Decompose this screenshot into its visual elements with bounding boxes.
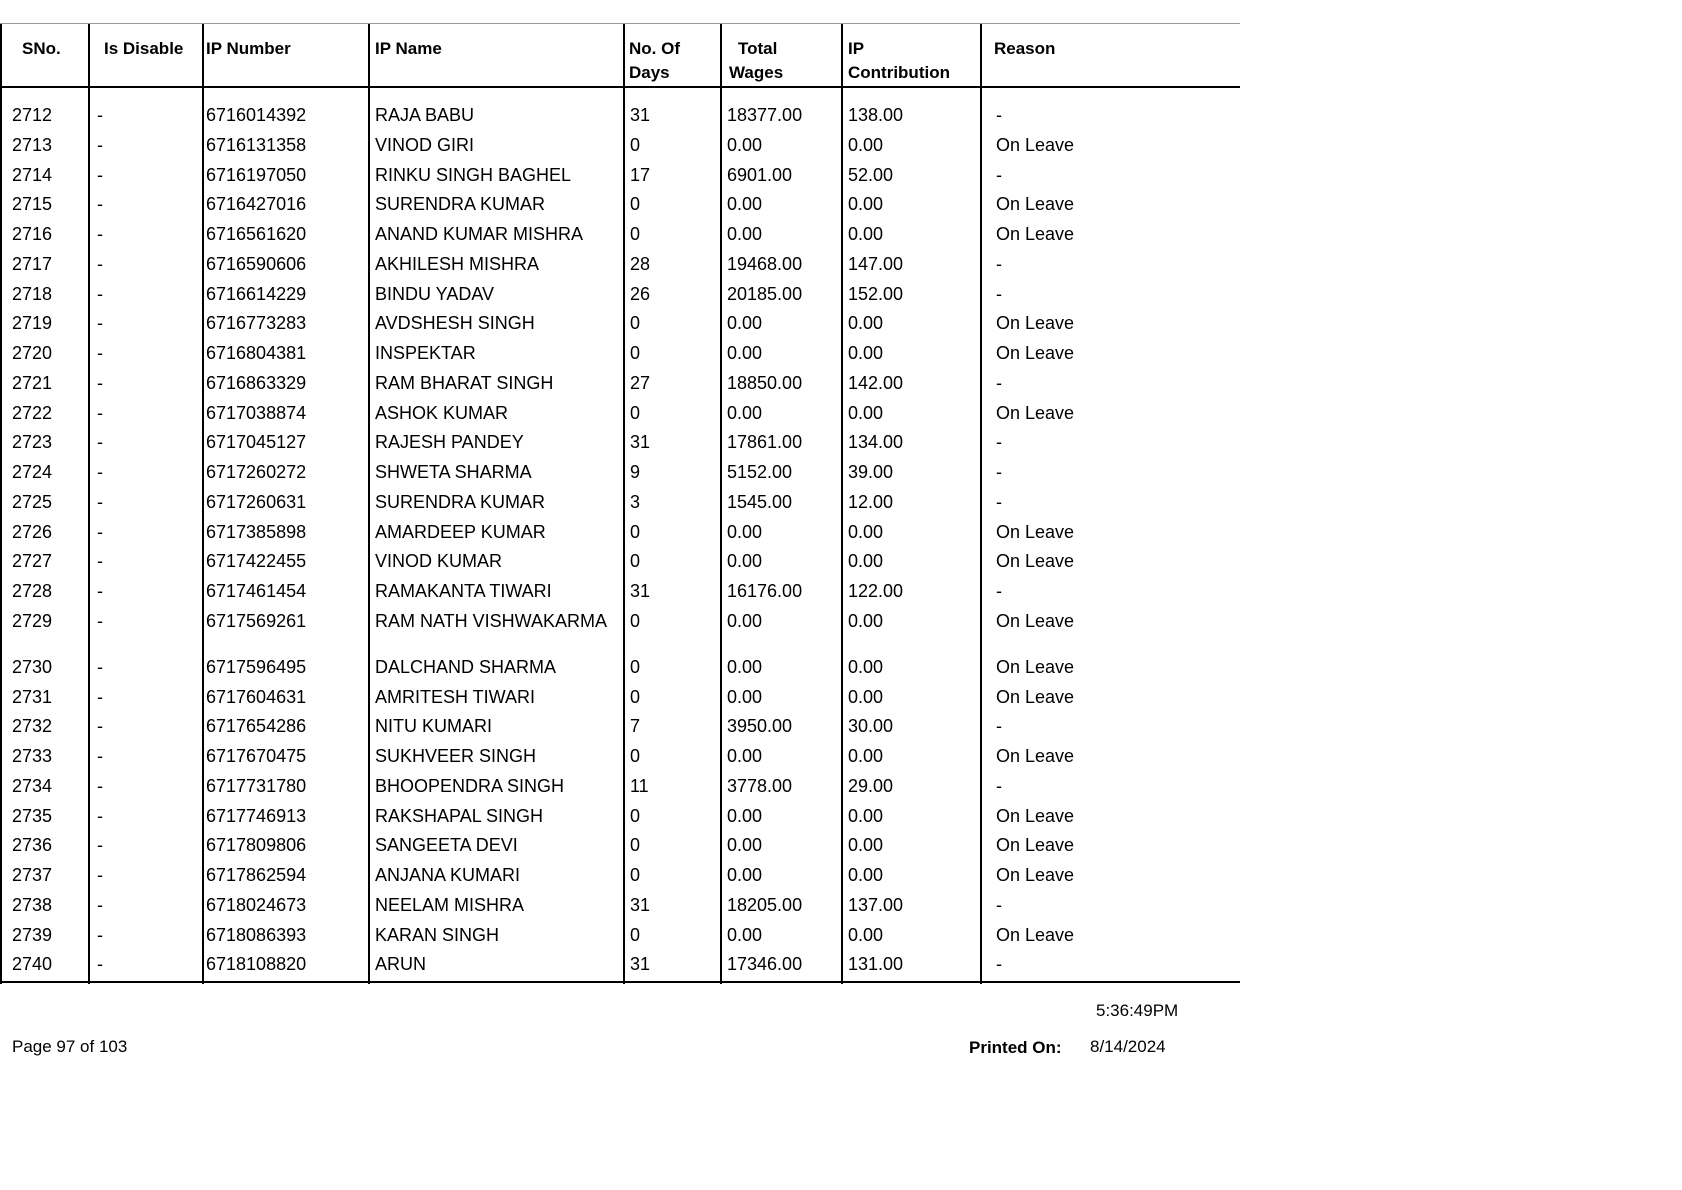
cell-ip-number: 6717422455 [206, 551, 307, 572]
cell-ip-contribution: 39.00 [848, 462, 894, 482]
cell-sno: 2721 [12, 372, 53, 393]
cell-reason: - [996, 581, 1002, 601]
cell-is-disable: - [97, 716, 103, 737]
cell-ip-name: VINOD KUMAR [375, 551, 503, 572]
table-row [0, 745, 1240, 775]
table-row [0, 402, 1240, 432]
cell-ip-name: SUKHVEER SINGH [375, 746, 537, 766]
cell-reason: On Leave [996, 610, 1075, 631]
cell-sno: 2724 [12, 462, 53, 482]
cell-no-of-days: 0 [630, 924, 641, 945]
print-time: 5:36:49PM [1096, 1001, 1179, 1020]
cell-sno: 2737 [12, 865, 53, 885]
cell-reason: On Leave [996, 686, 1075, 707]
cell-ip-contribution: 0.00 [848, 194, 884, 215]
table-row [0, 610, 1240, 656]
cell-ip-name: DALCHAND SHARMA [375, 656, 557, 677]
cell-ip-contribution: 0.00 [848, 835, 884, 856]
cell-reason: On Leave [996, 313, 1075, 334]
cell-total-wages: 16176.00 [727, 581, 803, 601]
cell-ip-number: 6717862594 [206, 865, 307, 885]
cell-ip-name: NEELAM MISHRA [375, 894, 525, 915]
cell-total-wages: 17861.00 [727, 432, 803, 453]
cell-no-of-days: 31 [630, 432, 651, 453]
cell-is-disable: - [97, 746, 103, 766]
cell-reason: - [996, 491, 1002, 512]
table-row [0, 372, 1240, 402]
cell-is-disable: - [97, 775, 103, 796]
cell-reason: - [996, 894, 1002, 915]
cell-ip-contribution: 12.00 [848, 491, 894, 512]
cell-ip-name: AKHILESH MISHRA [375, 253, 540, 274]
cell-no-of-days: 0 [630, 805, 641, 826]
cell-ip-number: 6716863329 [206, 372, 307, 393]
table-row [0, 193, 1240, 223]
cell-ip-number: 6716014392 [206, 105, 307, 125]
cell-ip-contribution: 29.00 [848, 775, 894, 796]
header-ip-number: IP Number [206, 39, 291, 58]
header-bottom-rule [0, 86, 1240, 88]
cell-no-of-days: 7 [630, 716, 641, 737]
cell-sno: 2720 [12, 343, 53, 363]
cell-ip-contribution: 30.00 [848, 716, 894, 737]
cell-ip-contribution: 0.00 [848, 865, 884, 885]
cell-ip-number: 6716197050 [206, 164, 307, 185]
cell-sno: 2732 [12, 716, 53, 737]
cell-is-disable: - [97, 924, 103, 945]
table-row [0, 805, 1240, 835]
cell-ip-number: 6718024673 [206, 894, 307, 915]
cell-ip-name: SANGEETA DEVI [375, 835, 518, 856]
cell-total-wages: 0.00 [727, 924, 763, 945]
cell-is-disable: - [97, 610, 103, 631]
cell-ip-number: 6716614229 [206, 283, 307, 304]
cell-sno: 2739 [12, 924, 53, 945]
cell-no-of-days: 27 [630, 372, 651, 393]
cell-ip-contribution: 0.00 [848, 746, 884, 766]
table-row [0, 431, 1240, 461]
cell-reason: - [996, 462, 1002, 482]
cell-reason: On Leave [996, 402, 1075, 423]
cell-total-wages: 0.00 [727, 134, 763, 155]
cell-total-wages: 0.00 [727, 194, 763, 215]
header-reason: Reason [994, 39, 1056, 58]
cell-ip-name: ASHOK KUMAR [375, 402, 509, 423]
cell-sno: 2722 [12, 402, 53, 423]
cell-ip-name: RINKU SINGH BAGHEL [375, 164, 572, 185]
cell-total-wages: 18850.00 [727, 372, 803, 393]
cell-reason: - [996, 372, 1002, 393]
cell-reason: - [996, 164, 1002, 185]
cell-ip-name: VINOD GIRI [375, 134, 475, 155]
table-row [0, 521, 1240, 551]
cell-ip-number: 6717385898 [206, 521, 307, 542]
table-row [0, 283, 1240, 313]
cell-ip-number: 6716590606 [206, 253, 307, 274]
cell-no-of-days: 0 [630, 224, 641, 244]
cell-sno: 2715 [12, 194, 53, 215]
cell-reason: On Leave [996, 865, 1075, 885]
cell-reason: - [996, 253, 1002, 274]
cell-total-wages: 3778.00 [727, 775, 793, 796]
table-row [0, 924, 1240, 954]
cell-ip-contribution: 152.00 [848, 283, 904, 304]
cell-ip-number: 6717746913 [206, 805, 307, 826]
cell-ip-number: 6718086393 [206, 924, 307, 945]
cell-no-of-days: 0 [630, 686, 641, 707]
cell-is-disable: - [97, 313, 103, 334]
cell-ip-name: RAMAKANTA TIWARI [375, 581, 552, 601]
cell-ip-name: NITU KUMARI [375, 716, 492, 737]
cell-ip-name: RAM NATH VISHWAKARMA [375, 610, 608, 631]
cell-ip-contribution: 0.00 [848, 610, 884, 631]
cell-reason: - [996, 954, 1002, 975]
cell-ip-number: 6717731780 [206, 775, 307, 796]
cell-is-disable: - [97, 283, 103, 304]
cell-no-of-days: 31 [630, 954, 651, 975]
cell-reason: On Leave [996, 746, 1075, 766]
cell-reason: - [996, 716, 1002, 737]
table-row [0, 686, 1240, 716]
header-total-wages-line2: Wages [729, 63, 784, 82]
table-row [0, 775, 1240, 805]
cell-total-wages: 1545.00 [727, 491, 793, 512]
cell-ip-number: 6717038874 [206, 402, 307, 423]
cell-ip-name: ANAND KUMAR MISHRA [375, 224, 584, 244]
cell-no-of-days: 26 [630, 283, 651, 304]
cell-sno: 2719 [12, 313, 53, 334]
cell-ip-name: INSPEKTAR [375, 343, 476, 363]
cell-total-wages: 6901.00 [727, 164, 793, 185]
cell-total-wages: 20185.00 [727, 283, 803, 304]
table-row [0, 580, 1240, 610]
cell-is-disable: - [97, 581, 103, 601]
cell-ip-name: RAM BHARAT SINGH [375, 372, 554, 393]
cell-reason: On Leave [996, 343, 1075, 363]
cell-no-of-days: 0 [630, 865, 641, 885]
cell-reason: On Leave [996, 924, 1075, 945]
cell-reason: On Leave [996, 805, 1075, 826]
cell-total-wages: 17346.00 [727, 954, 803, 975]
cell-ip-name: SHWETA SHARMA [375, 462, 532, 482]
cell-no-of-days: 0 [630, 610, 641, 631]
cell-ip-contribution: 0.00 [848, 656, 884, 677]
cell-no-of-days: 0 [630, 402, 641, 423]
cell-no-of-days: 0 [630, 343, 641, 363]
cell-reason: - [996, 432, 1002, 453]
cell-ip-name: RAJA BABU [375, 105, 475, 125]
cell-ip-contribution: 0.00 [848, 551, 884, 572]
cell-ip-number: 6717596495 [206, 656, 307, 677]
table-row [0, 953, 1240, 983]
cell-ip-number: 6717569261 [206, 610, 307, 631]
cell-ip-number: 6716131358 [206, 134, 307, 155]
cell-is-disable: - [97, 865, 103, 885]
cell-no-of-days: 0 [630, 521, 641, 542]
cell-sno: 2740 [12, 954, 53, 975]
header-ip-contribution-line1: IP [848, 39, 865, 58]
cell-ip-name: ARUN [375, 954, 427, 975]
cell-ip-contribution: 0.00 [848, 402, 884, 423]
cell-total-wages: 18205.00 [727, 894, 803, 915]
page-info: Page 97 of 103 [12, 1037, 128, 1056]
cell-no-of-days: 9 [630, 462, 641, 482]
cell-no-of-days: 17 [630, 164, 651, 185]
cell-sno: 2735 [12, 805, 53, 826]
cell-sno: 2734 [12, 775, 53, 796]
cell-sno: 2714 [12, 164, 53, 185]
cell-ip-number: 6718108820 [206, 954, 307, 975]
header-no-of-days [629, 37, 680, 85]
cell-total-wages: 0.00 [727, 343, 763, 363]
cell-ip-name: BHOOPENDRA SINGH [375, 775, 565, 796]
table-row [0, 550, 1240, 580]
cell-is-disable: - [97, 491, 103, 512]
cell-total-wages: 3950.00 [727, 716, 793, 737]
cell-is-disable: - [97, 224, 103, 244]
cell-no-of-days: 0 [630, 656, 641, 677]
cell-total-wages: 0.00 [727, 805, 763, 826]
cell-ip-name: SURENDRA KUMAR [375, 491, 546, 512]
cell-no-of-days: 0 [630, 746, 641, 766]
cell-ip-number: 6717809806 [206, 835, 307, 856]
cell-reason: On Leave [996, 521, 1075, 542]
cell-no-of-days: 31 [630, 581, 651, 601]
cell-total-wages: 0.00 [727, 402, 763, 423]
cell-reason: On Leave [996, 224, 1075, 244]
cell-ip-contribution: 0.00 [848, 313, 884, 334]
cell-ip-contribution: 0.00 [848, 924, 884, 945]
cell-sno: 2728 [12, 581, 53, 601]
ip-contribution-report-table [0, 23, 1240, 982]
cell-total-wages: 0.00 [727, 686, 763, 707]
cell-ip-number: 6716804381 [206, 343, 307, 363]
cell-is-disable: - [97, 551, 103, 572]
cell-is-disable: - [97, 402, 103, 423]
cell-reason: - [996, 775, 1002, 796]
cell-no-of-days: 0 [630, 313, 641, 334]
table-row [0, 164, 1240, 194]
cell-ip-contribution: 52.00 [848, 164, 894, 185]
cell-is-disable: - [97, 521, 103, 542]
cell-total-wages: 0.00 [727, 835, 763, 856]
cell-is-disable: - [97, 372, 103, 393]
cell-is-disable: - [97, 253, 103, 274]
cell-no-of-days: 31 [630, 105, 651, 125]
cell-is-disable: - [97, 164, 103, 185]
header-total-wages-line1: Total [738, 39, 778, 58]
header-is-disable: Is Disable [104, 39, 184, 58]
table-row [0, 491, 1240, 521]
printed-date: 8/14/2024 [1090, 1037, 1166, 1056]
table-row [0, 104, 1240, 134]
cell-ip-contribution: 0.00 [848, 521, 884, 542]
cell-is-disable: - [97, 835, 103, 856]
cell-ip-number: 6717260272 [206, 462, 307, 482]
cell-ip-contribution: 134.00 [848, 432, 904, 453]
cell-ip-name: KARAN SINGH [375, 924, 500, 945]
header-ip-contribution-line2: Contribution [848, 63, 950, 82]
table-row [0, 342, 1240, 372]
cell-reason: On Leave [996, 656, 1075, 677]
cell-no-of-days: 28 [630, 253, 651, 274]
cell-total-wages: 0.00 [727, 656, 763, 677]
header-ip-contribution [848, 37, 950, 85]
cell-ip-contribution: 122.00 [848, 581, 904, 601]
cell-is-disable: - [97, 343, 103, 363]
cell-sno: 2731 [12, 686, 53, 707]
cell-ip-contribution: 0.00 [848, 134, 884, 155]
header-total-wages [738, 37, 777, 61]
header-sno: SNo. [22, 39, 61, 58]
cell-ip-number: 6716561620 [206, 224, 307, 244]
table-row [0, 894, 1240, 924]
cell-sno: 2733 [12, 746, 53, 766]
cell-is-disable: - [97, 656, 103, 677]
cell-is-disable: - [97, 805, 103, 826]
cell-ip-number: 6717670475 [206, 746, 307, 766]
cell-sno: 2716 [12, 224, 53, 244]
cell-ip-name: RAKSHAPAL SINGH [375, 805, 544, 826]
cell-reason: - [996, 105, 1002, 125]
cell-reason: - [996, 283, 1002, 304]
cell-ip-name: RAJESH PANDEY [375, 432, 524, 453]
table-row [0, 312, 1240, 342]
cell-no-of-days: 0 [630, 134, 641, 155]
table-row [0, 253, 1240, 283]
header-total-wages-line2-wrap [729, 61, 783, 85]
cell-reason: On Leave [996, 134, 1075, 155]
cell-ip-contribution: 0.00 [848, 805, 884, 826]
cell-no-of-days: 31 [630, 894, 651, 915]
table-row [0, 834, 1240, 864]
cell-sno: 2729 [12, 610, 53, 631]
cell-ip-name: AMRITESH TIWARI [375, 686, 536, 707]
cell-total-wages: 0.00 [727, 610, 763, 631]
cell-sno: 2727 [12, 551, 53, 572]
cell-total-wages: 0.00 [727, 746, 763, 766]
cell-no-of-days: 11 [630, 775, 649, 796]
table-row [0, 715, 1240, 745]
cell-is-disable: - [97, 686, 103, 707]
cell-ip-contribution: 142.00 [848, 372, 904, 393]
cell-total-wages: 0.00 [727, 313, 763, 334]
cell-ip-number: 6717461454 [206, 581, 307, 601]
cell-ip-name: SURENDRA KUMAR [375, 194, 546, 215]
cell-total-wages: 0.00 [727, 224, 763, 244]
cell-total-wages: 18377.00 [727, 105, 803, 125]
cell-total-wages: 0.00 [727, 521, 763, 542]
cell-sno: 2713 [12, 134, 53, 155]
cell-is-disable: - [97, 894, 103, 915]
printed-on-label: Printed On: [969, 1038, 1062, 1057]
table-body [0, 104, 1240, 983]
cell-ip-number: 6717045127 [206, 432, 307, 453]
cell-ip-name: AVDSHESH SINGH [375, 313, 535, 334]
cell-ip-name: ANJANA KUMARI [375, 865, 521, 885]
table-row [0, 134, 1240, 164]
cell-total-wages: 5152.00 [727, 462, 793, 482]
cell-is-disable: - [97, 954, 103, 975]
cell-sno: 2736 [12, 835, 53, 856]
cell-sno: 2717 [12, 253, 53, 274]
cell-ip-number: 6717260631 [206, 491, 307, 512]
cell-reason: On Leave [996, 835, 1075, 856]
cell-ip-contribution: 0.00 [848, 224, 884, 244]
cell-ip-name: BINDU YADAV [375, 283, 495, 304]
header-ip-name: IP Name [375, 39, 442, 58]
table-row [0, 656, 1240, 686]
header-no-of-days-line1: No. Of [629, 39, 680, 58]
cell-sno: 2726 [12, 521, 53, 542]
cell-ip-number: 6717604631 [206, 686, 307, 707]
cell-sno: 2723 [12, 432, 53, 453]
cell-sno: 2712 [12, 105, 53, 125]
cell-reason: On Leave [996, 551, 1075, 572]
cell-is-disable: - [97, 105, 103, 125]
cell-ip-number: 6716773283 [206, 313, 307, 334]
table-row [0, 223, 1240, 253]
cell-ip-number: 6717654286 [206, 716, 307, 737]
cell-sno: 2730 [12, 656, 53, 677]
cell-ip-contribution: 147.00 [848, 253, 904, 274]
table-row [0, 864, 1240, 894]
cell-is-disable: - [97, 432, 103, 453]
cell-is-disable: - [97, 134, 103, 155]
header-no-of-days-line2: Days [629, 63, 670, 82]
cell-ip-contribution: 0.00 [848, 686, 884, 707]
cell-sno: 2738 [12, 894, 53, 915]
cell-total-wages: 0.00 [727, 865, 763, 885]
cell-is-disable: - [97, 194, 103, 215]
cell-no-of-days: 3 [630, 491, 641, 512]
cell-reason: On Leave [996, 194, 1075, 215]
cell-sno: 2718 [12, 283, 53, 304]
cell-ip-number: 6716427016 [206, 194, 307, 215]
cell-ip-contribution: 0.00 [848, 343, 884, 363]
cell-ip-contribution: 131.00 [848, 954, 904, 975]
cell-no-of-days: 0 [630, 551, 641, 572]
cell-ip-name: AMARDEEP KUMAR [375, 521, 546, 542]
cell-no-of-days: 0 [630, 835, 641, 856]
cell-total-wages: 19468.00 [727, 253, 803, 274]
cell-no-of-days: 0 [630, 194, 641, 215]
cell-ip-contribution: 137.00 [848, 894, 904, 915]
cell-sno: 2725 [12, 491, 53, 512]
cell-total-wages: 0.00 [727, 551, 763, 572]
table-row [0, 461, 1240, 491]
cell-ip-contribution: 138.00 [848, 105, 904, 125]
cell-is-disable: - [97, 462, 103, 482]
